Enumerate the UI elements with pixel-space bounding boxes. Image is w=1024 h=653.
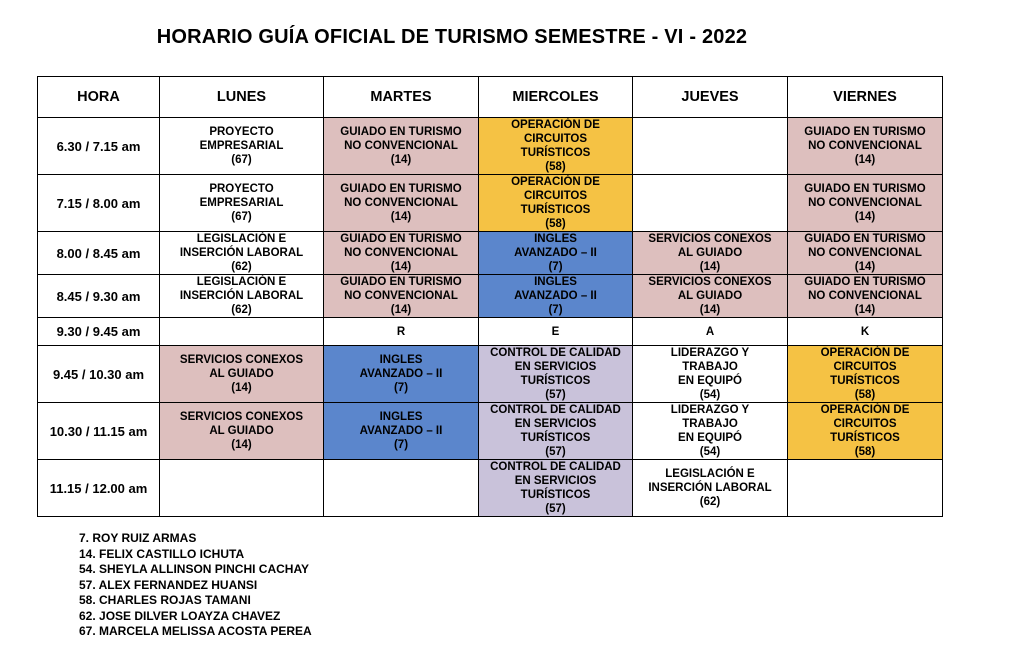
teacher-code: (14): [854, 154, 876, 166]
course-name-line: LEGISLACIÓN E: [196, 233, 287, 245]
class-cell-viernes: [788, 403, 943, 460]
header-jueves: JUEVES: [633, 77, 788, 118]
course-name-line: TURÍSTICOS: [520, 432, 591, 444]
schedule-row: [38, 460, 943, 517]
course-name-line: EMPRESARIAL: [199, 140, 284, 152]
course-name-line: NO CONVENCIONAL: [344, 247, 458, 259]
course-name-line: TRABAJO: [682, 361, 738, 373]
header-martes: MARTES: [324, 77, 479, 118]
class-cell-jueves: [633, 318, 788, 346]
class-cell-viernes: [788, 232, 943, 275]
course-name-line: OPERACIÓN DE: [820, 404, 910, 416]
header-miercoles: MIERCOLES: [479, 77, 633, 118]
class-cell-martes: [324, 175, 479, 232]
schedule-row: [38, 403, 943, 460]
class-cell-viernes: [788, 460, 943, 517]
teacher-code: (14): [390, 261, 412, 273]
course-name-line: GUIADO EN TURISMO: [804, 276, 926, 288]
class-cell-martes: [324, 275, 479, 318]
page-title: HORARIO GUÍA OFICIAL DE TURISMO SEMESTRE - VI - 2022: [156, 26, 748, 48]
hour-cell: 7.15 / 8.00 am: [38, 175, 160, 232]
teacher-code: (67): [231, 154, 252, 166]
class-cell-martes: [324, 460, 479, 517]
legend-item: 62. JOSE DILVER LOAYZA CHAVEZ: [79, 608, 281, 623]
course-name-line: EN EQUIPÓ: [678, 432, 742, 444]
course-name-line: CIRCUITOS: [833, 361, 897, 373]
course-name-line: AL GUIADO: [209, 368, 274, 380]
course-name-line: TURÍSTICOS: [520, 147, 591, 159]
course-name-line: LEGISLACIÓN E: [196, 276, 287, 288]
course-name-line: SERVICIOS CONEXOS: [179, 411, 304, 423]
teacher-code: (57): [545, 389, 566, 401]
class-cell-viernes: [788, 318, 943, 346]
course-name-line: NO CONVENCIONAL: [808, 290, 922, 302]
course-name-line: TRABAJO: [682, 418, 738, 430]
course-name-line: GUIADO EN TURISMO: [804, 126, 926, 138]
course-name-line: LIDERAZGO Y: [670, 347, 750, 359]
course-name-line: PROYECTO: [209, 126, 274, 138]
teacher-code: (14): [699, 304, 721, 316]
hour-cell: 11.15 / 12.00 am: [38, 460, 160, 517]
class-cell-martes: [324, 403, 479, 460]
teacher-code: (58): [545, 218, 566, 230]
course-name-line: INGLES: [379, 354, 423, 366]
course-name-line: INGLES: [379, 411, 423, 423]
teacher-code: (14): [854, 211, 876, 223]
course-name-line: CONTROL DE CALIDAD: [490, 461, 621, 473]
teacher-code: (14): [854, 261, 876, 273]
course-name-line: SERVICIOS CONEXOS: [179, 354, 304, 366]
class-cell-lunes: [160, 403, 324, 460]
course-name-line: TURÍSTICOS: [520, 375, 591, 387]
class-cell-miercoles: [479, 232, 633, 275]
course-name-line: INGLES: [534, 233, 577, 245]
teacher-code: (62): [231, 304, 252, 316]
class-cell-miercoles: [479, 118, 633, 175]
hour-cell: 8.00 / 8.45 am: [38, 232, 160, 275]
course-name-line: AVANZADO – II: [359, 368, 443, 380]
course-name-line: EN SERVICIOS: [514, 475, 597, 487]
course-name-line: A: [705, 325, 715, 338]
course-name-line: CIRCUITOS: [523, 133, 588, 145]
schedule-row: [38, 346, 943, 403]
course-name-line: TURÍSTICOS: [520, 204, 591, 216]
course-name-line: NO CONVENCIONAL: [344, 290, 458, 302]
teacher-code: (14): [699, 261, 721, 273]
teacher-code: (58): [854, 446, 876, 458]
course-name-line: OPERACIÓN DE: [820, 347, 910, 359]
teacher-code: (58): [854, 389, 876, 401]
course-name-line: TURÍSTICOS: [520, 489, 591, 501]
course-name-line: INSERCIÓN LABORAL: [179, 290, 304, 302]
class-cell-jueves: [633, 118, 788, 175]
teacher-code: (7): [548, 261, 563, 273]
class-cell-lunes: [160, 460, 324, 517]
course-name-line: NO CONVENCIONAL: [808, 247, 922, 259]
class-cell-jueves: [633, 175, 788, 232]
class-cell-martes: [324, 318, 479, 346]
class-cell-viernes: [788, 275, 943, 318]
schedule-row: [38, 175, 943, 232]
header-viernes: VIERNES: [788, 77, 943, 118]
course-name-line: R: [396, 325, 406, 338]
schedule-row: [38, 232, 943, 275]
legend-item: 67. MARCELA MELISSA ACOSTA PEREA: [79, 624, 312, 638]
class-cell-lunes: [160, 275, 324, 318]
teacher-code: (14): [231, 382, 252, 394]
hour-cell: 9.30 / 9.45 am: [38, 318, 160, 346]
teacher-code: (67): [231, 211, 252, 223]
header-hora: HORA: [38, 77, 160, 118]
class-cell-miercoles: [479, 346, 633, 403]
course-name-line: INSERCIÓN LABORAL: [179, 247, 304, 259]
schedule-row: [38, 118, 943, 175]
teacher-code: (14): [390, 304, 412, 316]
class-cell-lunes: [160, 346, 324, 403]
course-name-line: E: [551, 325, 560, 338]
legend-item: 14. FELIX CASTILLO ICHUTA: [79, 546, 245, 561]
class-cell-lunes: [160, 232, 324, 275]
class-cell-martes: [324, 346, 479, 403]
course-name-line: SERVICIOS CONEXOS: [648, 233, 772, 245]
class-cell-martes: [324, 118, 479, 175]
course-name-line: GUIADO EN TURISMO: [340, 276, 462, 288]
course-name-line: CONTROL DE CALIDAD: [490, 347, 621, 359]
teacher-code: (58): [545, 161, 566, 173]
teacher-code: (57): [545, 446, 566, 458]
course-name-line: AVANZADO – II: [514, 290, 597, 302]
course-name-line: NO CONVENCIONAL: [808, 140, 922, 152]
course-name-line: AVANZADO – II: [359, 425, 443, 437]
course-name-line: EN EQUIPÓ: [678, 375, 742, 387]
schedule-body: [38, 118, 943, 517]
header-lunes: LUNES: [160, 77, 324, 118]
class-cell-lunes: [160, 175, 324, 232]
teacher-code: (7): [393, 439, 409, 451]
course-name-line: CIRCUITOS: [833, 418, 897, 430]
course-name-line: TURÍSTICOS: [830, 432, 900, 444]
course-name-line: GUIADO EN TURISMO: [804, 233, 926, 245]
course-name-line: OPERACIÓN DE: [511, 119, 600, 131]
hour-cell: 10.30 / 11.15 am: [38, 403, 160, 460]
course-name-line: INGLES: [534, 276, 577, 288]
course-name-line: GUIADO EN TURISMO: [340, 233, 462, 245]
teacher-code: (7): [548, 304, 563, 316]
class-cell-jueves: [633, 460, 788, 517]
class-cell-jueves: [633, 232, 788, 275]
legend-item: 58. CHARLES ROJAS TAMANI: [79, 593, 251, 607]
class-cell-jueves: [633, 275, 788, 318]
course-name-line: GUIADO EN TURISMO: [340, 183, 462, 195]
course-name-line: LEGISLACIÓN E: [665, 468, 755, 480]
teacher-code: (54): [699, 446, 721, 458]
course-name-line: AVANZADO – II: [514, 247, 597, 259]
teacher-code: (62): [231, 261, 252, 273]
course-name-line: AL GUIADO: [677, 247, 743, 259]
course-name-line: GUIADO EN TURISMO: [340, 126, 462, 138]
teacher-code: (7): [393, 382, 409, 394]
hour-cell: 8.45 / 9.30 am: [38, 275, 160, 318]
class-cell-martes: [324, 232, 479, 275]
course-name-line: AL GUIADO: [209, 425, 274, 437]
teacher-code: (14): [231, 439, 252, 451]
course-name-line: AL GUIADO: [677, 290, 743, 302]
course-name-line: GUIADO EN TURISMO: [804, 183, 926, 195]
teacher-code: (14): [390, 211, 412, 223]
course-name-line: TURÍSTICOS: [830, 375, 900, 387]
class-cell-lunes: [160, 318, 324, 346]
course-name-line: NO CONVENCIONAL: [344, 140, 458, 152]
class-cell-jueves: [633, 403, 788, 460]
teacher-code: (62): [699, 496, 721, 508]
class-cell-viernes: [788, 118, 943, 175]
teacher-code: (14): [854, 304, 876, 316]
legend-item: 57. ALEX FERNANDEZ HUANSI: [79, 577, 258, 592]
class-cell-miercoles: [479, 460, 633, 517]
hour-cell: 9.45 / 10.30 am: [38, 346, 160, 403]
course-name-line: EN SERVICIOS: [514, 418, 597, 430]
class-cell-miercoles: [479, 318, 633, 346]
course-name-line: EN SERVICIOS: [514, 361, 597, 373]
hour-cell: 6.30 / 7.15 am: [38, 118, 160, 175]
course-name-line: CONTROL DE CALIDAD: [490, 404, 621, 416]
legend-item: 7. ROY RUIZ ARMAS: [79, 531, 197, 545]
course-name-line: CIRCUITOS: [523, 190, 588, 202]
course-name-line: EMPRESARIAL: [199, 197, 284, 209]
class-cell-miercoles: [479, 403, 633, 460]
class-cell-miercoles: [479, 175, 633, 232]
class-cell-viernes: [788, 346, 943, 403]
course-name-line: K: [860, 325, 870, 338]
teacher-legend: [79, 531, 312, 640]
class-cell-lunes: [160, 118, 324, 175]
course-name-line: INSERCIÓN LABORAL: [648, 482, 772, 494]
course-name-line: PROYECTO: [209, 183, 274, 195]
schedule-row: [38, 318, 943, 346]
header-row: [38, 77, 943, 118]
teacher-code: (14): [390, 154, 412, 166]
course-name-line: LIDERAZGO Y: [670, 404, 750, 416]
class-cell-viernes: [788, 175, 943, 232]
legend-item: 54. SHEYLA ALLINSON PINCHI CACHAY: [79, 562, 310, 576]
schedule-table: [37, 76, 943, 517]
course-name-line: OPERACIÓN DE: [511, 176, 600, 188]
teacher-code: (57): [545, 503, 566, 515]
class-cell-miercoles: [479, 275, 633, 318]
course-name-line: SERVICIOS CONEXOS: [648, 276, 772, 288]
teacher-code: (54): [699, 389, 721, 401]
schedule-row: [38, 275, 943, 318]
course-name-line: NO CONVENCIONAL: [344, 197, 458, 209]
class-cell-jueves: [633, 346, 788, 403]
course-name-line: NO CONVENCIONAL: [808, 197, 922, 209]
